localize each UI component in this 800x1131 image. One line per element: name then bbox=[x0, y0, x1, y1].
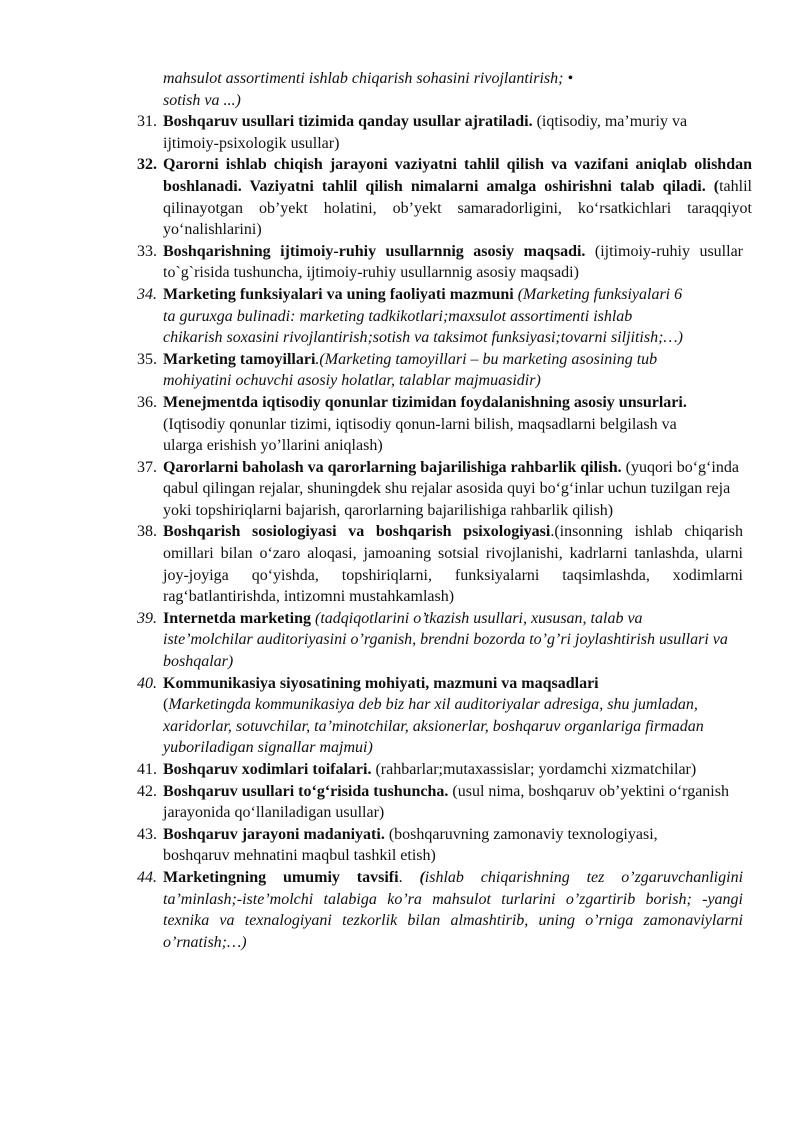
item-title: Kommunikasiya siyosatining mohiyati, mazmuni va maqsadlari bbox=[163, 674, 599, 692]
item-answer: (tadqiqotlarini o’tkazish usullari, xususan, talab va iste’molchilar auditoriyasini o’rganish, brendni bozorda to’g’ri joylashtirish usullari va boshqalar) bbox=[163, 609, 728, 671]
list-item-36 bbox=[0, 392, 800, 457]
list-item-40 bbox=[0, 673, 800, 759]
item-number: 43. bbox=[137, 825, 157, 843]
item-title: Qarorni ishlab chiqish jarayoni vaziyatni tahlil qilish va vazifani aniqlab olishdan boshlanadi. Vaziyatni tahlil qilish nimalarni amalga oshirishni talab qiladi. ( bbox=[163, 156, 752, 195]
item-number: 36. bbox=[137, 393, 157, 411]
item-number: 35. bbox=[137, 350, 157, 368]
item-number: 34. bbox=[137, 285, 157, 303]
item-title: Boshqaruv xodimlari toifalari. bbox=[163, 761, 372, 778]
list-item-38 bbox=[0, 521, 800, 607]
item-answer: (Iqtisodiy qonunlar tizimi, iqtisodiy qonun-larni bilish, maqsadlarni belgilash va ularga erishish yo’llarini aniqlash) bbox=[163, 415, 677, 455]
item-answer: ishlab chiqarishning tez o’zgaruvchanligini ta’minlash;-iste’molchi talabiga ko’ra mahsulot turlarini o’zgartirib borish; -yangi texnika va texnalogiyani tezkorlik bilan almashtirib, uning o’rniga zamonaviylarni o’rnatish;…) bbox=[163, 868, 744, 951]
item-number: 31. bbox=[137, 113, 157, 131]
item-answer: Marketingda kommunikasiya deb biz har xil auditoriyalar adresiga, shu jumladan, xaridorlar, sotuvchilar, ta’minotchilar, aksionerlar, boshqaruv organlariga firmadan yuboriladigan signallar majmui) bbox=[163, 696, 704, 757]
item-number: 37. bbox=[137, 458, 157, 476]
item-title: Boshqarishning ijtimoiy-ruhiy usullarnnig asosiy maqsadi. bbox=[163, 242, 586, 260]
item-title: Menejmentda iqtisodiy qonunlar tizimidan foydalanishning asosiy unsurlari. bbox=[163, 393, 687, 411]
item-answer-open: ( bbox=[419, 868, 425, 886]
list-item-31 bbox=[0, 111, 800, 154]
list-item-34 bbox=[0, 284, 800, 349]
list-item-44 bbox=[0, 867, 800, 953]
item-answer: .(Marketing tamoyillari – bu marketing asosining tub mohiyatini ochuvchi asosiy holatlar, talablar majmuasidir) bbox=[163, 350, 658, 390]
item-number: 41. bbox=[137, 761, 157, 778]
item-title: Boshqaruv usullari to‘g‘risida tushuncha. bbox=[163, 782, 449, 800]
item-answer: .(insonning ishlab chiqarish omillari bilan o‘zaro aloqasi, jamoaning sotsial rivojlanishi, kadrlarni tanlashda, ularni joy-joyiga qo‘yishda, topshiriqlarni, funksiyalarni taqsimlashda, xodimlarni rag‘batlantirishda, intizomni mustahkamlash) bbox=[163, 523, 743, 606]
item-answer: (rahbarlar;mutaxassislar; yordamchi xizmatchilar) bbox=[371, 761, 697, 778]
item-title: Boshqaruv jarayoni madaniyati. bbox=[163, 825, 385, 843]
item-answer: (ijtimoiy-ruhiy usullar to`g`risida tushuncha, ijtimoiy-ruhiy usullarnnig asosiy maqsadi) bbox=[163, 242, 743, 282]
item-number: 33. bbox=[137, 242, 157, 260]
item-number: 44. bbox=[137, 868, 157, 886]
continuation-line-1: mahsulot assortimenti ishlab chiqarish sohasini rivojlantirish; • bbox=[163, 70, 574, 87]
item-number: 39. bbox=[137, 609, 157, 627]
item-number: 40. bbox=[137, 674, 157, 692]
item-title: Qarorlarni baholash va qarorlarning bajarilishiga rahbarlik qilish. bbox=[163, 458, 622, 476]
list-item-33 bbox=[0, 241, 800, 284]
item-title: Internetda marketing bbox=[163, 609, 311, 627]
list-item-43 bbox=[0, 824, 800, 867]
item-title-dot: . bbox=[398, 868, 403, 886]
list-item-42 bbox=[0, 781, 800, 824]
item-answer: tahlil qilinayotgan ob’yekt holatini, ob’yekt samaradorligini, ko‘rsatkichlari taraqqiyot yo‘nalishlarini) bbox=[163, 177, 752, 239]
item-number: 42. bbox=[137, 782, 157, 800]
continuation-line-2: sotish va ...) bbox=[163, 91, 241, 109]
item-answer: (boshqaruvning zamonaviy texnologiyasi, boshqaruv mehnatini maqbul tashkil etish) bbox=[163, 825, 658, 865]
document-page bbox=[0, 68, 800, 953]
item-answer: (yuqori bo‘g‘inda qabul qilingan rejalar, shuningdek shu rejalar asosida quyi bo‘g‘inlar uchun tuzilgan reja yoki topshiriqlarni bajarish, qarorlarning bajarilishiga rahbarlik qilish) bbox=[163, 458, 739, 519]
item-number: 32. bbox=[137, 156, 157, 174]
list-item-39 bbox=[0, 608, 800, 673]
list-item-35 bbox=[0, 349, 800, 392]
item-title: Boshqarish sosiologiyasi va boshqarish psixologiyasi bbox=[163, 523, 551, 541]
item-title: Marketing funksiyalari va uning faoliyati mazmuni bbox=[163, 285, 514, 303]
item-answer: (Marketing funksiyalari 6 ta guruxga bulinadi: marketing tadkikotlari;maxsulot assortimenti ishlab chikarish soxasini rivojlantirish;sotish va taksimot funksiyasi;tovarni siljitish;…) bbox=[163, 285, 683, 347]
item-number: 38. bbox=[137, 523, 157, 541]
item-title: Marketing tamoyillari bbox=[163, 350, 316, 368]
item-title: Boshqaruv usullari tizimida qanday usullar ajratiladi. bbox=[163, 113, 533, 131]
continuation-text bbox=[0, 68, 800, 111]
item-answer: (iqtisodiy, ma’muriy va ijtimoiy-psixologik usullar) bbox=[163, 113, 688, 152]
item-answer: (usul nima, boshqaruv ob’yektini o‘rganish jarayonida qo‘llaniladigan usullar) bbox=[163, 782, 729, 822]
list-item-37 bbox=[0, 457, 800, 522]
item-title: Marketingning umumiy tavsifi bbox=[163, 868, 399, 886]
item-answer-open: ( bbox=[163, 696, 169, 714]
list-item-41 bbox=[0, 759, 800, 781]
list-item-32 bbox=[0, 154, 800, 240]
